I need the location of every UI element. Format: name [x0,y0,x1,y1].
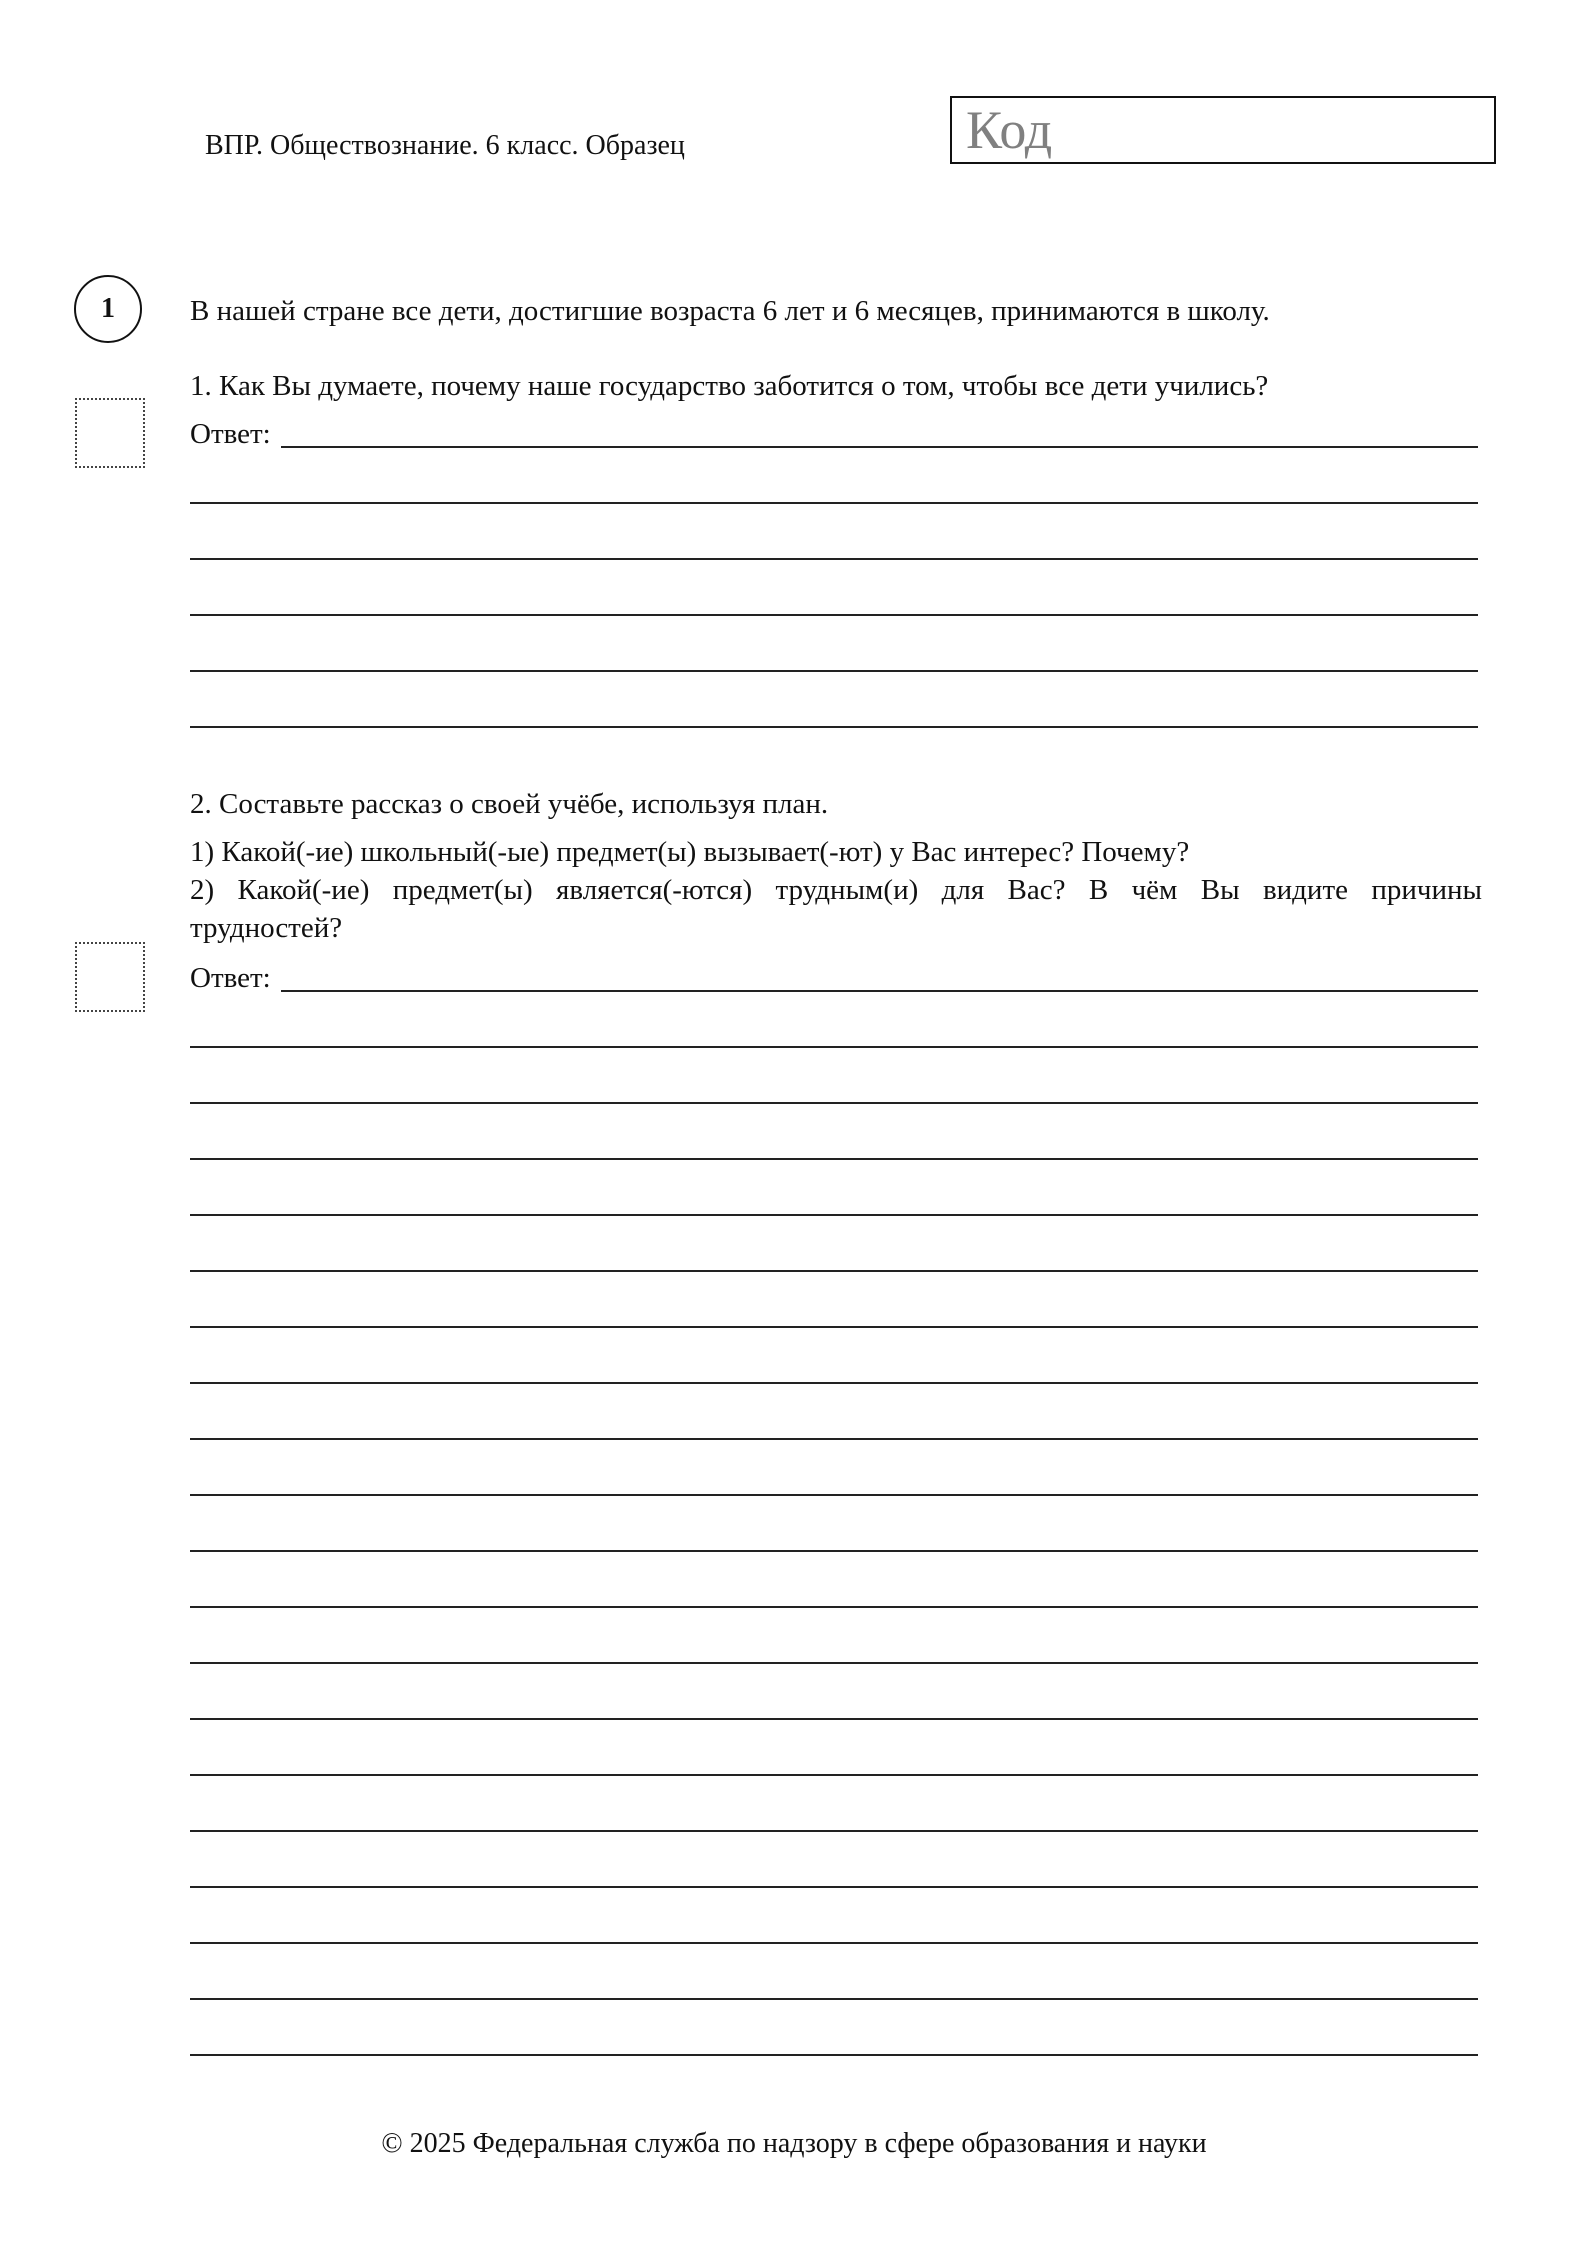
answer-label-q1: Ответ: [190,418,271,450]
answer-line[interactable] [190,1942,1478,1944]
answer-line[interactable] [190,2054,1478,2056]
answer-row-q2[interactable] [190,960,1478,996]
answer-line[interactable] [281,446,1478,448]
page-header-title: ВПР. Обществознание. 6 класс. Образец [205,130,685,161]
score-box-q2[interactable] [75,942,145,1012]
task-number-badge: 1 [74,275,142,343]
question-2-plan-1: 1) Какой(-ие) школьный(-ые) предмет(ы) вызывает(-ют) у Вас интерес? Почему? [190,836,1190,868]
question-1-text: 1. Как Вы думаете, почему наше государство заботится о том, чтобы все дети учились? [190,370,1269,402]
question-2-plan-2: 2) Какой(-ие) предмет(ы) является(-ются) трудным(и) для Вас? В чём Вы видите причины [190,874,1482,906]
answer-line[interactable] [190,1158,1478,1160]
code-label: Код [966,100,1053,160]
answer-line[interactable] [190,1662,1478,1664]
answer-line[interactable] [190,1550,1478,1552]
answer-line[interactable] [190,1326,1478,1328]
answer-line[interactable] [190,614,1478,616]
answer-line[interactable] [190,1270,1478,1272]
answer-line[interactable] [190,1046,1478,1048]
question-2-text: 2. Составьте рассказ о своей учёбе, используя план. [190,788,829,820]
answer-line[interactable] [190,670,1478,672]
answer-line[interactable] [190,1718,1478,1720]
answer-line[interactable] [190,502,1478,504]
question-2-plan-2-cont: трудностей? [190,912,343,944]
answer-line[interactable] [190,1606,1478,1608]
answer-label-q2: Ответ: [190,962,271,994]
answer-line[interactable] [190,1774,1478,1776]
answer-line[interactable] [190,1382,1478,1384]
answer-line[interactable] [190,1494,1478,1496]
score-box-q1[interactable] [75,398,145,468]
task-intro: В нашей стране все дети, достигшие возраста 6 лет и 6 месяцев, принимаются в школу. [190,295,1270,327]
answer-row-q1[interactable] [190,416,1478,452]
answer-line[interactable] [190,1214,1478,1216]
answer-line[interactable] [281,990,1478,992]
answer-line[interactable] [190,726,1478,728]
code-field[interactable] [950,96,1496,164]
answer-line[interactable] [190,1102,1478,1104]
footer-copyright: © 2025 Федеральная служба по надзору в сфере образования и науки [381,2128,1207,2159]
answer-line[interactable] [190,1998,1478,2000]
answer-line[interactable] [190,1830,1478,1832]
answer-line[interactable] [190,558,1478,560]
answer-line[interactable] [190,1886,1478,1888]
answer-line[interactable] [190,1438,1478,1440]
